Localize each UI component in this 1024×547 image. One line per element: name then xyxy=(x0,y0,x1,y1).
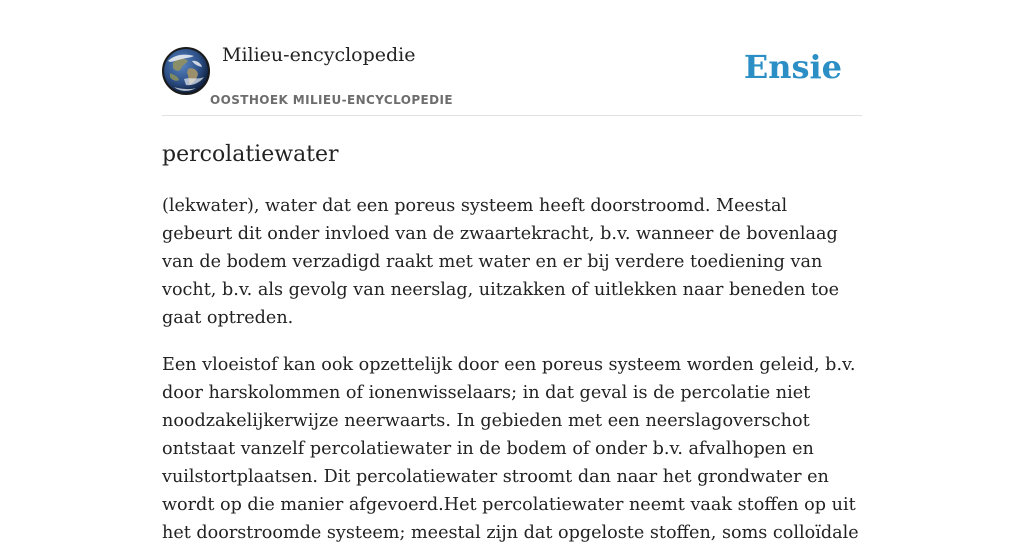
earth-globe-icon[interactable] xyxy=(162,47,210,95)
source-subtitle[interactable]: OOSTHOEK MILIEU-ENCYCLOPEDIE xyxy=(210,93,453,107)
source-name[interactable]: Milieu-encyclopedie xyxy=(222,44,416,66)
article xyxy=(162,116,862,547)
source-header xyxy=(162,0,862,116)
article-title: percolatiewater xyxy=(162,142,339,167)
article-paragraph: Een vloeistof kan ook opzettelijk door een poreus systeem worden geleid, b.v. door harskolommen of ionenwisselaars; in dat geval is de percolatie niet noodzakelijkerwijze neerwaarts. In gebieden met een neerslagoverschot ontstaat vanzelf percolatiewater in de bodem of onder b.v. afvalhopen en vuilstortplaatsen. Dit percolatiewater stroomt dan naar het grondwater en wordt op die manier afgevoerd.Het percolatiewater neemt vaak stoffen op uit het doorstroomde systeem; meestal zijn dat opgeloste stoffen, soms colloïdale xyxy=(162,355,859,543)
article-paragraph: (lekwater), water dat een poreus systeem heeft doorstroomd. Meestal gebeurt dit onder invloed van de zwaartekracht, b.v. wanneer de bovenlaag van de bodem verzadigd raakt met water en er bij verdere toediening van vocht, b.v. als gevolg van neerslag, uitzakken of uitlekken naar beneden toe gaat optreden. xyxy=(162,196,840,328)
brand-logo[interactable]: Ensie xyxy=(743,48,842,86)
